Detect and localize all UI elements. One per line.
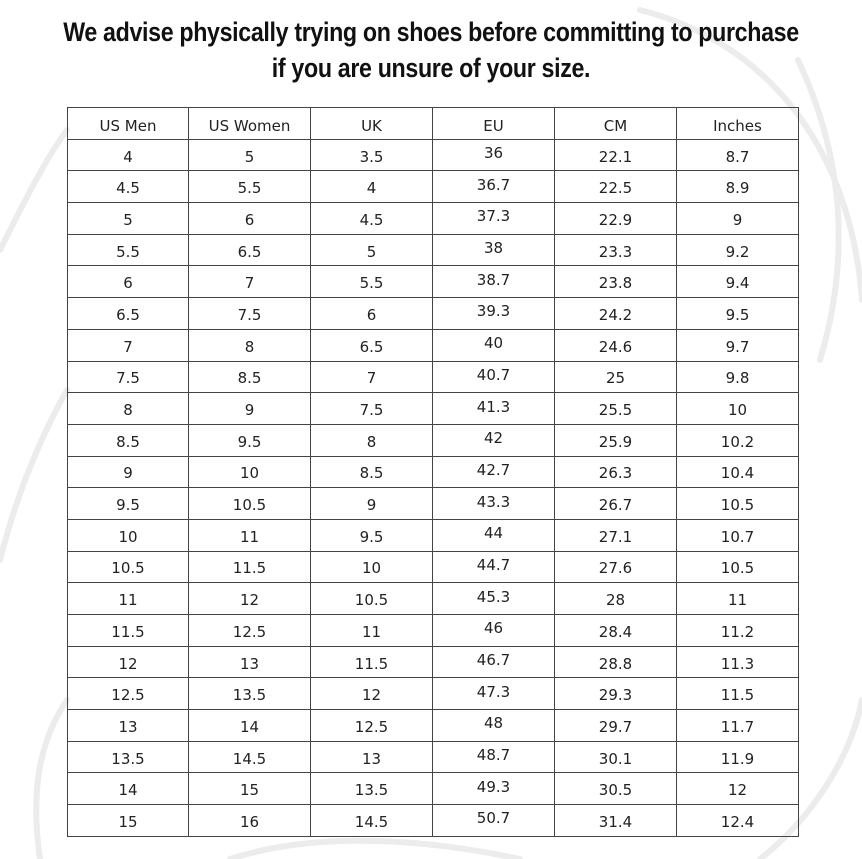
table-row (68, 773, 799, 805)
cell-cm: 27.6 (555, 551, 677, 583)
cell-eu: 37.3 (433, 203, 555, 235)
cell-inches: 11.2 (677, 615, 799, 647)
cell-cm: 23.8 (555, 266, 677, 298)
cell-eu: 40.7 (433, 361, 555, 393)
cell-cm: 22.1 (555, 139, 677, 171)
cell-inches: 11.5 (677, 678, 799, 710)
header-us-men: US Men (68, 108, 189, 140)
cell-cm: 29.3 (555, 678, 677, 710)
cell-us-men: 13 (68, 710, 189, 742)
cell-us-women: 12.5 (189, 615, 311, 647)
cell-us-men: 6 (68, 266, 189, 298)
swirl-arc-left-top (0, 130, 67, 250)
shoe-size-conversion-table (67, 107, 799, 837)
cell-inches: 9.7 (677, 329, 799, 361)
cell-inches: 11.9 (677, 741, 799, 773)
cell-us-women: 14.5 (189, 741, 311, 773)
table-row (68, 615, 799, 647)
table-row (68, 171, 799, 203)
cell-us-men: 8 (68, 393, 189, 425)
cell-us-men: 12 (68, 646, 189, 678)
cell-uk: 5 (311, 234, 433, 266)
cell-cm: 24.6 (555, 329, 677, 361)
cell-us-men: 12.5 (68, 678, 189, 710)
cell-inches: 10 (677, 393, 799, 425)
cell-cm: 26.7 (555, 488, 677, 520)
cell-inches: 9.8 (677, 361, 799, 393)
cell-us-men: 5.5 (68, 234, 189, 266)
fit-advice-notice (60, 14, 801, 86)
cell-inches: 10.5 (677, 551, 799, 583)
cell-us-men: 8.5 (68, 424, 189, 456)
table-row (68, 139, 799, 171)
cell-cm: 22.9 (555, 203, 677, 235)
cell-us-women: 11 (189, 519, 311, 551)
table-row (68, 583, 799, 615)
cell-us-women: 8.5 (189, 361, 311, 393)
cell-eu: 40 (433, 329, 555, 361)
cell-inches: 10.7 (677, 519, 799, 551)
cell-eu: 36.7 (433, 171, 555, 203)
cell-us-women: 12 (189, 583, 311, 615)
cell-eu: 48 (433, 710, 555, 742)
cell-eu: 42 (433, 424, 555, 456)
cell-us-women: 10.5 (189, 488, 311, 520)
cell-us-women: 16 (189, 805, 311, 837)
cell-us-men: 10 (68, 519, 189, 551)
table-row (68, 805, 799, 837)
cell-eu: 42.7 (433, 456, 555, 488)
cell-us-men: 13.5 (68, 741, 189, 773)
cell-uk: 11.5 (311, 646, 433, 678)
cell-cm: 25.5 (555, 393, 677, 425)
table-row (68, 519, 799, 551)
cell-eu: 49.3 (433, 773, 555, 805)
cell-inches: 8.9 (677, 171, 799, 203)
table-row (68, 298, 799, 330)
cell-inches: 10.2 (677, 424, 799, 456)
cell-cm: 28.4 (555, 615, 677, 647)
cell-us-men: 10.5 (68, 551, 189, 583)
cell-cm: 30.1 (555, 741, 677, 773)
cell-uk: 8.5 (311, 456, 433, 488)
cell-inches: 11 (677, 583, 799, 615)
header-inches: Inches (677, 108, 799, 140)
cell-uk: 13.5 (311, 773, 433, 805)
cell-uk: 6.5 (311, 329, 433, 361)
table-row (68, 361, 799, 393)
cell-us-women: 5 (189, 139, 311, 171)
cell-inches: 8.7 (677, 139, 799, 171)
cell-cm: 28 (555, 583, 677, 615)
notice-line-1: We advise physically trying on shoes before committing to purchase (63, 17, 799, 47)
table-row (68, 678, 799, 710)
cell-cm: 29.7 (555, 710, 677, 742)
cell-us-men: 11 (68, 583, 189, 615)
swirl-arc-bottom-left (36, 700, 67, 859)
header-us-women: US Women (189, 108, 311, 140)
cell-uk: 10 (311, 551, 433, 583)
header-eu: EU (433, 108, 555, 140)
cell-us-women: 5.5 (189, 171, 311, 203)
cell-us-women: 10 (189, 456, 311, 488)
cell-inches: 12.4 (677, 805, 799, 837)
cell-us-men: 9.5 (68, 488, 189, 520)
table-row (68, 329, 799, 361)
cell-uk: 7 (311, 361, 433, 393)
cell-cm: 27.1 (555, 519, 677, 551)
cell-us-women: 11.5 (189, 551, 311, 583)
cell-eu: 44.7 (433, 551, 555, 583)
cell-cm: 24.2 (555, 298, 677, 330)
cell-eu: 47.3 (433, 678, 555, 710)
table-row (68, 741, 799, 773)
table-row (68, 203, 799, 235)
cell-inches: 10.5 (677, 488, 799, 520)
cell-eu: 39.3 (433, 298, 555, 330)
cell-inches: 11.3 (677, 646, 799, 678)
cell-eu: 48.7 (433, 741, 555, 773)
cell-uk: 4 (311, 171, 433, 203)
cell-eu: 46 (433, 615, 555, 647)
cell-eu: 38 (433, 234, 555, 266)
cell-us-men: 9 (68, 456, 189, 488)
header-cm: CM (555, 108, 677, 140)
cell-cm: 31.4 (555, 805, 677, 837)
table-row (68, 488, 799, 520)
cell-eu: 44 (433, 519, 555, 551)
cell-inches: 11.7 (677, 710, 799, 742)
cell-cm: 28.8 (555, 646, 677, 678)
cell-cm: 25 (555, 361, 677, 393)
cell-us-women: 6.5 (189, 234, 311, 266)
cell-cm: 30.5 (555, 773, 677, 805)
cell-us-women: 9 (189, 393, 311, 425)
table-row (68, 646, 799, 678)
cell-us-women: 8 (189, 329, 311, 361)
table-row (68, 266, 799, 298)
cell-cm: 23.3 (555, 234, 677, 266)
cell-inches: 9.5 (677, 298, 799, 330)
swirl-arc-bottom (230, 841, 520, 859)
cell-us-women: 7 (189, 266, 311, 298)
cell-uk: 11 (311, 615, 433, 647)
table-row (68, 456, 799, 488)
cell-us-men: 14 (68, 773, 189, 805)
swirl-arc-left (0, 390, 67, 560)
cell-cm: 25.9 (555, 424, 677, 456)
cell-us-men: 4 (68, 139, 189, 171)
cell-uk: 12.5 (311, 710, 433, 742)
table-row (68, 393, 799, 425)
table-row (68, 424, 799, 456)
cell-us-men: 6.5 (68, 298, 189, 330)
swirl-arc-right (798, 60, 839, 360)
cell-eu: 41.3 (433, 393, 555, 425)
cell-uk: 12 (311, 678, 433, 710)
cell-inches: 9.2 (677, 234, 799, 266)
cell-us-women: 7.5 (189, 298, 311, 330)
cell-us-women: 9.5 (189, 424, 311, 456)
table-row (68, 234, 799, 266)
cell-us-men: 5 (68, 203, 189, 235)
table-row (68, 710, 799, 742)
cell-us-men: 4.5 (68, 171, 189, 203)
cell-us-women: 14 (189, 710, 311, 742)
cell-us-women: 13.5 (189, 678, 311, 710)
cell-uk: 6 (311, 298, 433, 330)
cell-uk: 8 (311, 424, 433, 456)
cell-uk: 14.5 (311, 805, 433, 837)
cell-us-men: 11.5 (68, 615, 189, 647)
cell-cm: 26.3 (555, 456, 677, 488)
cell-us-men: 7 (68, 329, 189, 361)
cell-uk: 9.5 (311, 519, 433, 551)
header-uk: UK (311, 108, 433, 140)
cell-us-women: 15 (189, 773, 311, 805)
cell-us-women: 6 (189, 203, 311, 235)
table-header-row (68, 108, 799, 140)
cell-uk: 7.5 (311, 393, 433, 425)
cell-uk: 9 (311, 488, 433, 520)
cell-uk: 13 (311, 741, 433, 773)
cell-inches: 9.4 (677, 266, 799, 298)
notice-line-2: if you are unsure of your size. (271, 53, 591, 83)
cell-uk: 10.5 (311, 583, 433, 615)
cell-cm: 22.5 (555, 171, 677, 203)
cell-eu: 38.7 (433, 266, 555, 298)
cell-uk: 4.5 (311, 203, 433, 235)
cell-uk: 3.5 (311, 139, 433, 171)
cell-eu: 43.3 (433, 488, 555, 520)
cell-eu: 45.3 (433, 583, 555, 615)
cell-inches: 12 (677, 773, 799, 805)
cell-eu: 36 (433, 139, 555, 171)
cell-eu: 46.7 (433, 646, 555, 678)
cell-us-men: 15 (68, 805, 189, 837)
cell-eu: 50.7 (433, 805, 555, 837)
table-body (68, 139, 799, 836)
table-row (68, 551, 799, 583)
cell-inches: 10.4 (677, 456, 799, 488)
cell-inches: 9 (677, 203, 799, 235)
cell-uk: 5.5 (311, 266, 433, 298)
cell-us-women: 13 (189, 646, 311, 678)
cell-us-men: 7.5 (68, 361, 189, 393)
